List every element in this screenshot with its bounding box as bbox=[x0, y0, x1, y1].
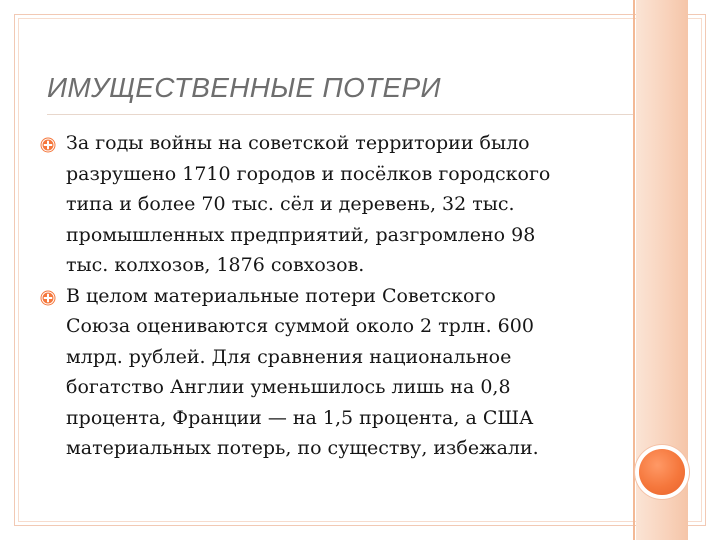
bullet-item bbox=[40, 281, 630, 464]
bullet-text-line: В целом материальные потери Советского bbox=[66, 284, 496, 307]
bullet-list bbox=[40, 128, 630, 464]
bullet-text-line: типа и более 70 тыс. сёл и деревень, 32 тыс. bbox=[66, 193, 515, 215]
slide-title: ИМУЩЕСТВЕННЫЕ ПОТЕРИ bbox=[47, 72, 441, 103]
title-divider bbox=[47, 114, 633, 115]
bullet-text-line: разрушено 1710 городов и посёлков городского bbox=[66, 162, 551, 185]
orange-circle-bullet-icon bbox=[40, 290, 56, 306]
bullet-text-line: Союза оцениваются суммой около 2 трлн. 600 bbox=[66, 315, 534, 337]
decorative-orange-circle bbox=[639, 449, 685, 495]
bullet-text-line: богатство Англии уменьшилось лишь на 0,8 bbox=[66, 376, 511, 398]
orange-circle-bullet-icon bbox=[40, 137, 56, 153]
bullet-item bbox=[40, 128, 630, 281]
decorative-band-line bbox=[633, 0, 635, 540]
bullet-text-line: материальных потерь, по существу, избежали. bbox=[66, 437, 539, 459]
bullet-text-line: За годы войны на советской территории было bbox=[66, 132, 530, 154]
bullet-text-line: промышленных предприятий, разгромлено 98 bbox=[66, 223, 536, 246]
bullet-text-line: процента, Франции — на 1,5 процента, а США bbox=[66, 406, 534, 429]
bullet-text-line: млрд. рублей. Для сравнения национальное bbox=[66, 345, 512, 368]
bullet-text-line: тыс. колхозов, 1876 совхозов. bbox=[66, 254, 365, 276]
